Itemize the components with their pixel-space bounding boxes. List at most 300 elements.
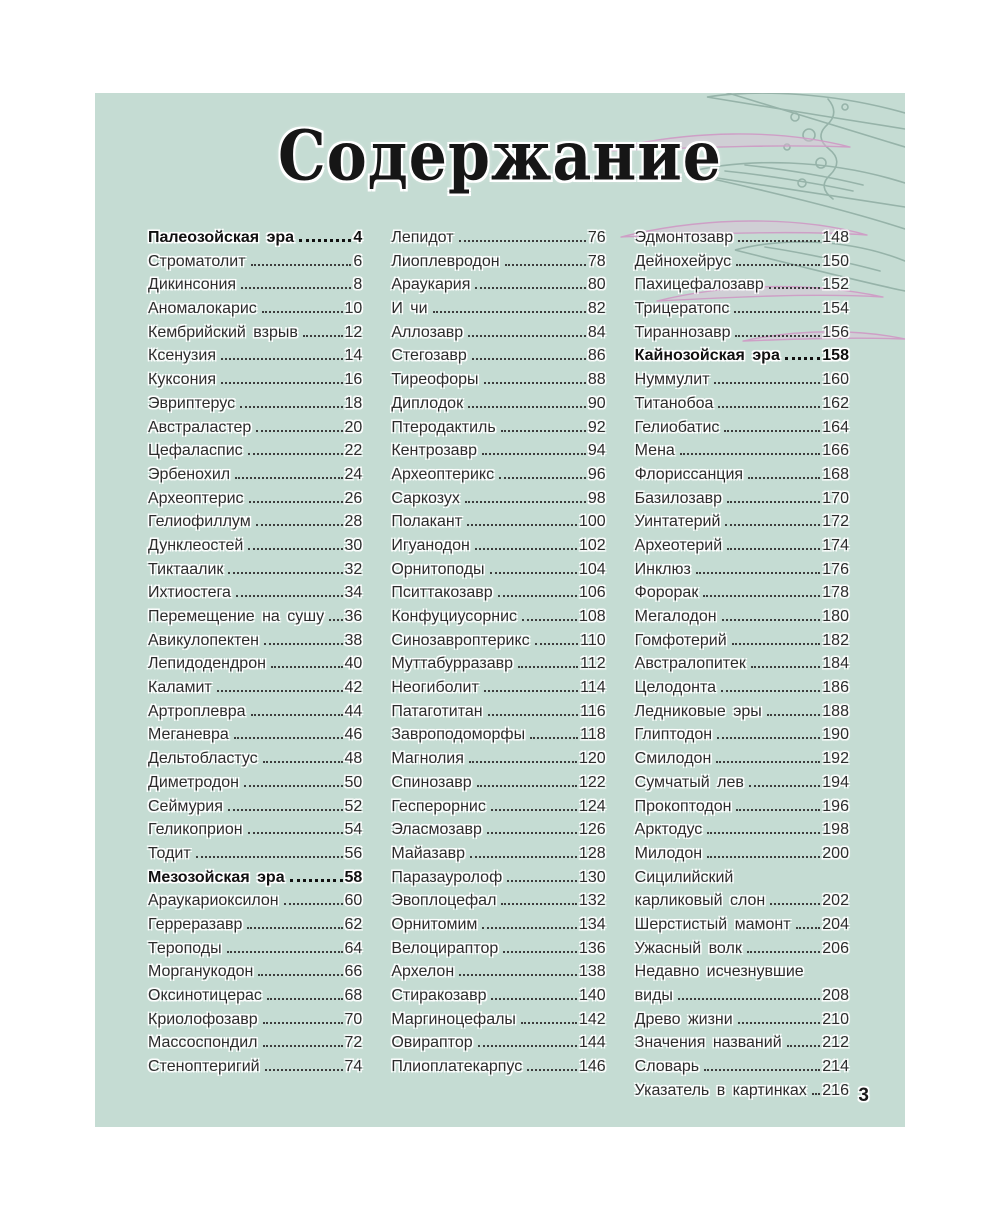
toc-entry — [391, 845, 605, 869]
contents-panel — [95, 93, 905, 1127]
toc-entry-page: 150 — [822, 252, 849, 270]
toc-entry-label: Кембрийский взрыв — [148, 323, 298, 341]
toc-entry — [635, 395, 849, 419]
toc-entry-page: 52 — [344, 797, 363, 815]
dots-leader — [459, 240, 586, 242]
toc-entry-page: 216 — [822, 1081, 849, 1099]
toc-entry — [635, 561, 849, 585]
toc-entry — [391, 584, 605, 608]
dots-leader — [738, 240, 820, 242]
toc-entry-label: карликовый слон — [634, 892, 766, 910]
toc-entry-page: 186 — [822, 679, 849, 697]
toc-entry — [148, 892, 362, 916]
toc-entry-page: 98 — [587, 489, 606, 507]
toc-entry-page: 24 — [344, 465, 363, 483]
toc-entry-label: Титанобоа — [634, 394, 714, 412]
toc-entry — [148, 442, 362, 466]
toc-entry-page: 72 — [344, 1034, 363, 1052]
toc-entry — [635, 774, 849, 798]
toc-entry-label: Птеродактиль — [391, 418, 496, 436]
toc-entry-label: Куксония — [148, 371, 217, 389]
page-title: Содержание — [278, 117, 722, 197]
toc-columns — [95, 229, 905, 1105]
toc-entry — [391, 869, 605, 893]
dots-leader — [221, 382, 343, 384]
toc-entry-label: Герреразавр — [148, 915, 243, 933]
toc-entry — [635, 726, 849, 750]
toc-entry-label: Синозавроптерикс — [391, 631, 530, 649]
toc-entry-page: 92 — [587, 418, 606, 436]
toc-entry — [635, 490, 849, 514]
dots-leader — [484, 690, 578, 692]
toc-entry-label: Дельтобластус — [148, 750, 258, 768]
toc-entry-label: Диметродон — [148, 773, 239, 791]
toc-entry-label: Глиптодон — [634, 726, 713, 744]
toc-entry-label: Кентрозавр — [391, 442, 477, 460]
toc-entry-label: Овираптор — [391, 1034, 473, 1052]
toc-entry-label: Палеозойская эра — [148, 229, 295, 246]
toc-entry-label: Археоптерикс — [391, 465, 495, 483]
dots-leader — [747, 951, 820, 953]
toc-entry — [391, 963, 605, 987]
dots-leader — [501, 903, 577, 905]
dots-leader — [478, 1045, 577, 1047]
dots-leader — [433, 311, 586, 313]
toc-entry-label: Тодит — [148, 844, 191, 862]
toc-entry — [635, 371, 849, 395]
dots-leader — [488, 714, 579, 716]
toc-entry-page: 40 — [344, 655, 363, 673]
toc-entry-label: Патаготитан — [391, 702, 483, 720]
dots-leader — [236, 595, 343, 597]
dots-leader — [696, 572, 820, 574]
toc-entry — [148, 561, 362, 585]
toc-entry-label: Неогиболит — [391, 679, 479, 697]
toc-entry — [635, 229, 849, 253]
toc-entry — [635, 1058, 849, 1082]
toc-entry-label: Кайнозойская эра — [634, 347, 780, 365]
dots-leader — [749, 785, 820, 787]
toc-entry — [391, 466, 605, 490]
dots-leader — [717, 737, 820, 739]
toc-entry-label: Милодон — [634, 844, 703, 862]
toc-entry-label: Сицилийский — [634, 868, 734, 886]
toc-entry-page: 138 — [578, 963, 606, 981]
toc-entry-label: Криолофозавр — [148, 1010, 258, 1028]
toc-entry-label: Мезозойская эра — [148, 868, 285, 886]
dots-leader — [718, 406, 820, 408]
toc-entry — [148, 395, 362, 419]
toc-entry-label: Лиоплевродон — [391, 252, 500, 270]
toc-entry-page: 68 — [344, 987, 363, 1004]
toc-entry-page: 100 — [578, 513, 606, 531]
toc-entry — [391, 561, 605, 585]
dots-leader — [244, 785, 343, 787]
toc-entry — [635, 750, 849, 774]
toc-entry-label: Эласмозавр — [391, 821, 482, 839]
toc-entry-label: Тиктаалик — [148, 560, 224, 578]
toc-entry-page: 162 — [822, 394, 849, 412]
dots-leader — [736, 264, 820, 266]
dots-leader — [271, 666, 343, 668]
toc-entry — [391, 1034, 605, 1058]
toc-entry-page: 190 — [822, 726, 849, 744]
toc-entry-label: Диплодок — [391, 394, 464, 412]
toc-entry-page: 210 — [822, 1010, 849, 1028]
dots-leader — [487, 832, 577, 834]
dots-leader — [503, 951, 577, 953]
toc-entry-label: Эвоплоцефал — [391, 892, 497, 910]
toc-column-2 — [391, 229, 605, 1105]
toc-entry-label: Ксенузия — [148, 347, 216, 365]
toc-entry — [391, 300, 605, 324]
toc-entry-label: Сеймурия — [148, 797, 223, 815]
toc-entry — [148, 1058, 362, 1082]
toc-entry-label: Меганевра — [148, 726, 229, 744]
dots-leader — [234, 737, 343, 739]
toc-entry — [148, 537, 362, 561]
toc-entry-label: Орнитомим — [391, 915, 478, 933]
dots-leader — [767, 714, 820, 716]
toc-entry — [635, 821, 849, 845]
dots-leader — [535, 643, 579, 645]
toc-column-3 — [635, 229, 849, 1105]
toc-entry-page: 110 — [580, 631, 606, 649]
toc-entry-page: 118 — [580, 726, 606, 744]
dots-leader — [521, 1022, 577, 1024]
toc-entry-page: 36 — [344, 608, 363, 625]
toc-entry-label: Цефаласпис — [148, 442, 243, 460]
dots-leader — [770, 903, 820, 905]
toc-entry — [635, 419, 849, 443]
toc-entry — [148, 371, 362, 395]
toc-entry-label: Гелиофиллум — [148, 513, 251, 531]
toc-entry-label: Араукариоксилон — [148, 892, 279, 910]
toc-entry-page: 196 — [822, 797, 849, 815]
dots-leader — [722, 619, 821, 621]
toc-entry-page: 74 — [344, 1058, 363, 1076]
toc-entry — [391, 679, 605, 703]
toc-entry-page: 70 — [344, 1010, 363, 1028]
toc-entry-page: 86 — [587, 347, 606, 365]
toc-entry-page: 152 — [822, 276, 849, 294]
dots-leader — [721, 690, 820, 692]
toc-entry — [148, 798, 362, 822]
toc-entry-label: Тираннозавр — [634, 323, 731, 341]
dots-leader — [263, 761, 343, 763]
toc-entry-page: 50 — [344, 773, 363, 791]
toc-entry — [391, 371, 605, 395]
toc-entry-page: 176 — [822, 560, 849, 578]
dots-leader — [470, 856, 577, 858]
dots-leader — [240, 406, 342, 408]
toc-entry-label: Паразауролоф — [391, 868, 503, 886]
toc-entry — [635, 679, 849, 703]
toc-entry — [148, 750, 362, 774]
toc-entry — [148, 347, 362, 371]
dots-leader — [498, 595, 577, 597]
dots-leader — [472, 358, 586, 360]
dots-leader — [475, 287, 585, 289]
toc-entry-label: Муттабурразавр — [391, 655, 513, 673]
toc-entry-page: 204 — [822, 915, 849, 933]
toc-entry-label: Строматолит — [148, 252, 246, 270]
toc-entry-label: Магнолия — [391, 750, 464, 768]
toc-entry-page: 114 — [580, 679, 606, 697]
toc-entry-label: Каламит — [148, 679, 212, 697]
toc-entry-label: Оксинотицерас — [148, 987, 262, 1004]
toc-entry-label: Арктодус — [634, 821, 703, 839]
toc-entry-page: 154 — [822, 300, 849, 318]
toc-entry — [391, 940, 605, 964]
dots-leader — [248, 453, 343, 455]
toc-entry — [635, 300, 849, 324]
dots-leader — [714, 382, 820, 384]
dots-leader — [241, 287, 351, 289]
toc-entry — [635, 537, 849, 561]
toc-entry-page: 134 — [578, 915, 606, 933]
toc-entry-label: Велоцираптор — [391, 939, 499, 957]
toc-entry-page: 142 — [578, 1010, 606, 1028]
toc-entry-page: 188 — [822, 702, 849, 720]
toc-entry — [148, 679, 362, 703]
toc-entry-page: 62 — [344, 915, 363, 933]
toc-entry-page: 56 — [344, 844, 363, 862]
toc-entry — [391, 774, 605, 798]
toc-entry-label: Саркозух — [391, 489, 460, 507]
toc-entry — [391, 419, 605, 443]
toc-entry-page: 200 — [822, 844, 849, 862]
toc-entry-label: Эвриптерус — [148, 394, 236, 412]
toc-entry-page: 198 — [822, 821, 849, 839]
toc-entry — [148, 466, 362, 490]
toc-entry — [391, 632, 605, 656]
toc-entry-page: 168 — [822, 465, 849, 483]
dots-leader — [256, 430, 342, 432]
toc-entry-page: 88 — [587, 371, 606, 389]
toc-entry — [391, 347, 605, 371]
toc-entry-page: 46 — [344, 726, 363, 744]
toc-entry-page: 206 — [822, 939, 849, 957]
toc-entry — [391, 253, 605, 277]
toc-entry-label: Флориссанция — [634, 465, 744, 483]
toc-entry-label: Пахицефалозавр — [634, 276, 764, 294]
toc-entry — [148, 845, 362, 869]
toc-entry — [148, 726, 362, 750]
dots-leader — [262, 311, 343, 313]
dots-leader — [248, 548, 342, 550]
dots-leader — [507, 880, 577, 882]
toc-entry — [148, 774, 362, 798]
toc-entry — [148, 916, 362, 940]
toc-entry-label: Дейнохейрус — [634, 252, 732, 270]
toc-entry-label: Дунклеостей — [148, 536, 244, 554]
toc-entry — [635, 1011, 849, 1035]
toc-entry-page: 38 — [344, 631, 363, 649]
toc-entry-page: 44 — [344, 702, 363, 720]
toc-entry-page: 54 — [344, 821, 363, 839]
toc-entry-page: 108 — [578, 608, 606, 625]
toc-entry — [635, 347, 849, 371]
toc-entry-page: 32 — [344, 560, 363, 578]
toc-entry — [391, 324, 605, 348]
dots-leader — [284, 903, 343, 905]
dots-leader — [748, 477, 820, 479]
toc-column-1 — [148, 229, 362, 1105]
toc-entry-page: 30 — [344, 536, 363, 554]
dots-leader — [727, 501, 820, 503]
toc-entry-page: 16 — [344, 371, 363, 389]
toc-entry — [391, 608, 605, 632]
toc-entry — [635, 632, 849, 656]
dots-leader — [491, 998, 576, 1000]
dots-leader — [264, 643, 343, 645]
toc-entry-label: Мена — [634, 442, 675, 460]
dots-leader — [247, 927, 342, 929]
toc-entry — [635, 703, 849, 727]
dots-leader — [751, 666, 820, 668]
dots-leader — [530, 737, 578, 739]
toc-entry-page: 8 — [353, 276, 363, 294]
dots-leader — [769, 287, 820, 289]
toc-entry — [148, 703, 362, 727]
toc-entry-label: И чи — [391, 300, 428, 318]
dots-leader — [265, 1069, 343, 1071]
dots-leader — [484, 382, 586, 384]
toc-entry — [635, 869, 849, 893]
toc-entry-page: 4 — [353, 229, 363, 246]
toc-entry-page: 28 — [344, 513, 363, 531]
toc-entry — [148, 940, 362, 964]
dots-leader — [469, 761, 577, 763]
toc-entry — [635, 798, 849, 822]
toc-entry — [391, 513, 605, 537]
toc-entry-label: Стегозавр — [391, 347, 467, 365]
toc-entry-page: 96 — [587, 465, 606, 483]
toc-entry — [635, 253, 849, 277]
dots-leader — [716, 761, 820, 763]
dots-leader — [475, 548, 577, 550]
toc-entry-label: Тероподы — [148, 939, 222, 957]
toc-entry-label: Форорак — [634, 584, 699, 602]
toc-entry — [148, 655, 362, 679]
toc-entry-page: 158 — [822, 347, 849, 365]
dots-leader — [303, 335, 343, 337]
dots-leader — [491, 809, 577, 811]
dots-leader — [477, 785, 577, 787]
toc-entry-label: Гелиобатис — [634, 418, 720, 436]
toc-entry-label: Значения названий — [634, 1034, 782, 1052]
toc-entry-label: Эрбенохил — [148, 465, 231, 483]
toc-entry-label: Майазавр — [391, 844, 466, 862]
toc-entry-page: 172 — [822, 513, 849, 531]
toc-entry — [635, 987, 849, 1011]
toc-entry-page: 132 — [578, 892, 606, 910]
toc-entry-label: Дикинсония — [148, 276, 237, 294]
dots-leader — [482, 453, 586, 455]
toc-entry-label: Археоптерис — [148, 489, 244, 507]
dots-leader — [505, 264, 586, 266]
toc-entry-page: 146 — [578, 1058, 606, 1076]
toc-entry — [391, 703, 605, 727]
toc-entry-page: 120 — [578, 750, 606, 768]
toc-entry — [391, 1058, 605, 1082]
toc-entry-page: 126 — [578, 821, 606, 839]
dots-leader — [228, 809, 343, 811]
toc-entry-page: 178 — [822, 584, 849, 602]
toc-entry-label: Конфуциусорнис — [391, 608, 518, 625]
toc-entry — [635, 1034, 849, 1058]
toc-entry — [635, 655, 849, 679]
dots-leader — [796, 927, 821, 929]
toc-entry-label: Маргиноцефалы — [391, 1010, 516, 1028]
dots-leader — [787, 1045, 821, 1047]
toc-entry — [148, 821, 362, 845]
dots-leader — [235, 477, 342, 479]
toc-entry-label: Пситтакозавр — [391, 584, 493, 602]
toc-entry-label: Гесперорнис — [391, 797, 486, 815]
toc-entry — [391, 1011, 605, 1035]
toc-entry-label: Прокоптодон — [634, 797, 732, 815]
toc-entry — [148, 419, 362, 443]
toc-entry-label: Аллозавр — [391, 323, 464, 341]
toc-entry-label: Полакант — [391, 513, 463, 531]
toc-entry-label: Массоспондил — [148, 1034, 258, 1052]
toc-entry-page: 94 — [587, 442, 606, 460]
toc-entry-page: 184 — [822, 655, 849, 673]
toc-entry-page: 34 — [344, 584, 363, 602]
toc-entry — [148, 324, 362, 348]
toc-entry-label: Мегалодон — [634, 608, 717, 625]
toc-entry — [391, 726, 605, 750]
toc-entry — [148, 1034, 362, 1058]
toc-entry — [148, 229, 362, 253]
toc-entry-label: Плиоплатекарпус — [391, 1058, 523, 1076]
toc-entry-page: 164 — [822, 418, 849, 436]
toc-entry-page: 48 — [344, 750, 363, 768]
toc-entry-page: 82 — [587, 300, 606, 318]
toc-entry — [148, 869, 362, 893]
toc-entry — [391, 655, 605, 679]
toc-entry-page: 90 — [587, 394, 606, 412]
toc-entry-page: 214 — [822, 1058, 849, 1076]
dots-leader — [256, 524, 343, 526]
dots-leader — [490, 572, 577, 574]
dots-leader — [501, 430, 586, 432]
toc-entry-label: Австралопитек — [634, 655, 746, 673]
toc-entry-label: Игуанодон — [391, 536, 470, 554]
toc-entry-page: 194 — [822, 773, 849, 791]
toc-entry — [391, 892, 605, 916]
toc-entry-label: Австраластер — [148, 418, 252, 436]
toc-entry-page: 208 — [822, 987, 849, 1004]
toc-entry-label: Завроподоморфы — [391, 726, 526, 744]
toc-entry-label: Недавно исчезнувшие — [634, 963, 804, 981]
dots-leader — [522, 619, 577, 621]
toc-entry-label: Нуммулит — [634, 371, 710, 389]
dots-leader — [703, 595, 820, 597]
dots-leader — [267, 998, 343, 1000]
toc-entry-label: Трицератопс — [634, 300, 730, 318]
dots-leader — [735, 335, 820, 337]
toc-entry-label: Морганукодон — [148, 963, 254, 981]
toc-entry — [635, 1082, 849, 1106]
dots-leader — [518, 666, 578, 668]
dots-leader — [467, 524, 577, 526]
toc-entry-label: Сумчатый лев — [634, 773, 744, 791]
toc-entry — [635, 845, 849, 869]
toc-entry-page: 58 — [344, 868, 363, 886]
